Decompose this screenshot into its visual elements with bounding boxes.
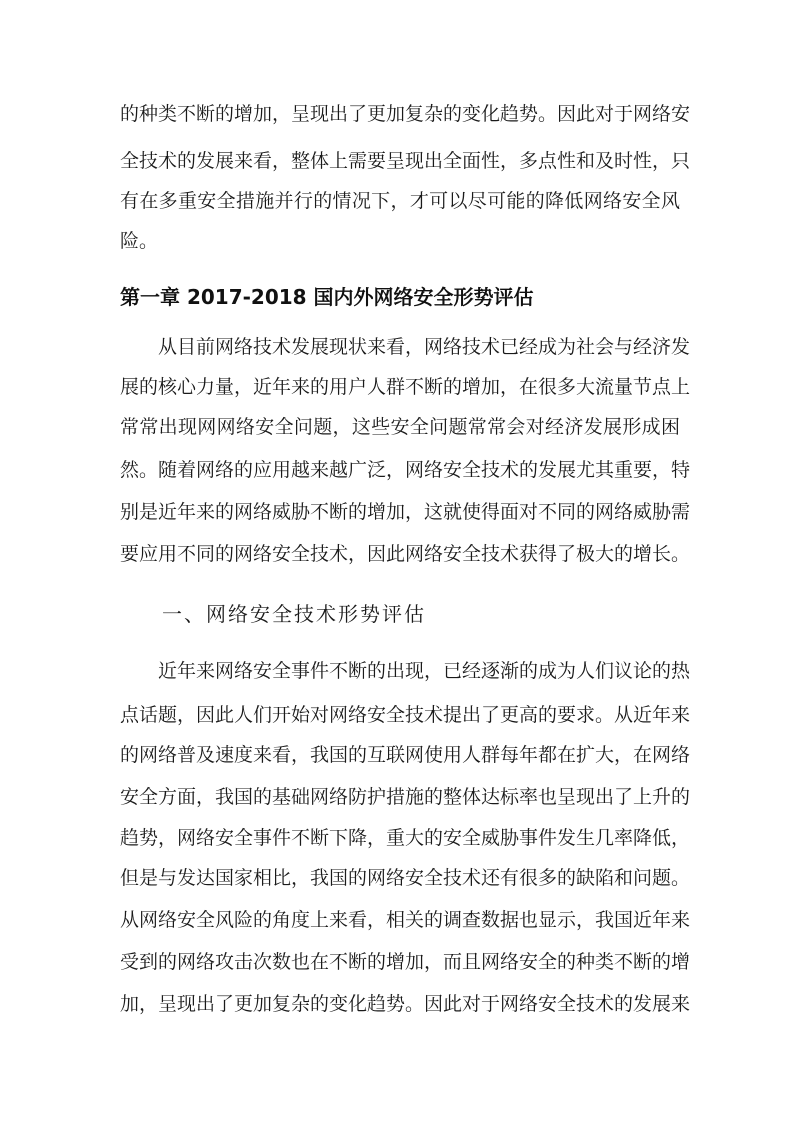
chapter-heading: 第一章 2017-2018 国内外网络安全形势评估 bbox=[120, 285, 534, 309]
text-line: 的种类不断的增加，呈现出了更加复杂的变化趋势。因此对于网络安 bbox=[120, 103, 691, 125]
text-line: 趋势，网络安全事件不断下降，重大的安全威胁事件发生几率降低， bbox=[120, 827, 691, 849]
text-line: 安全方面，我国的基础网络防护措施的整体达标率也呈现出了上升的 bbox=[120, 786, 691, 808]
text-line: 险。 bbox=[120, 230, 159, 252]
text-line: 从网络安全风险的角度上来看，相关的调查数据也显示，我国近年来 bbox=[120, 909, 691, 931]
text-line: 加，呈现出了更加复杂的变化趋势。因此对于网络安全技术的发展来 bbox=[120, 993, 691, 1015]
section-heading: 一、网络安全技术形势评估 bbox=[162, 602, 426, 626]
text-line: 但是与发达国家相比，我国的网络安全技术还有很多的缺陷和问题。 bbox=[120, 867, 691, 889]
text-line: 近年来网络安全事件不断的出现，已经逐渐的成为人们议论的热 bbox=[158, 660, 691, 682]
text-line: 全技术的发展来看，整体上需要呈现出全面性，多点性和及时性，只 bbox=[120, 150, 691, 172]
text-line: 别是近年来的网络威胁不断的增加，这就使得面对不同的网络威胁需 bbox=[120, 501, 691, 523]
text-line: 要应用不同的网络安全技术，因此网络安全技术获得了极大的增长。 bbox=[120, 543, 691, 565]
text-line: 展的核心力量，近年来的用户人群不断的增加，在很多大流量节点上 bbox=[120, 376, 691, 398]
text-line: 常常出现网网络安全问题，这些安全问题常常会对经济发展形成困 bbox=[120, 416, 680, 438]
text-line: 然。随着网络的应用越来越广泛，网络安全技术的发展尤其重要，特 bbox=[120, 459, 691, 481]
text-line: 从目前网络技术发展现状来看，网络技术已经成为社会与经济发 bbox=[158, 336, 691, 358]
text-line: 点话题，因此人们开始对网络安全技术提出了更高的要求。从近年来 bbox=[120, 704, 691, 726]
text-line: 有在多重安全措施并行的情况下，才可以尽可能的降低网络安全风 bbox=[120, 190, 680, 212]
text-line: 受到的网络攻击次数也在不断的增加，而且网络安全的种类不断的增 bbox=[120, 951, 691, 973]
text-line: 的网络普及速度来看，我国的互联网使用人群每年都在扩大，在网络 bbox=[120, 744, 691, 766]
